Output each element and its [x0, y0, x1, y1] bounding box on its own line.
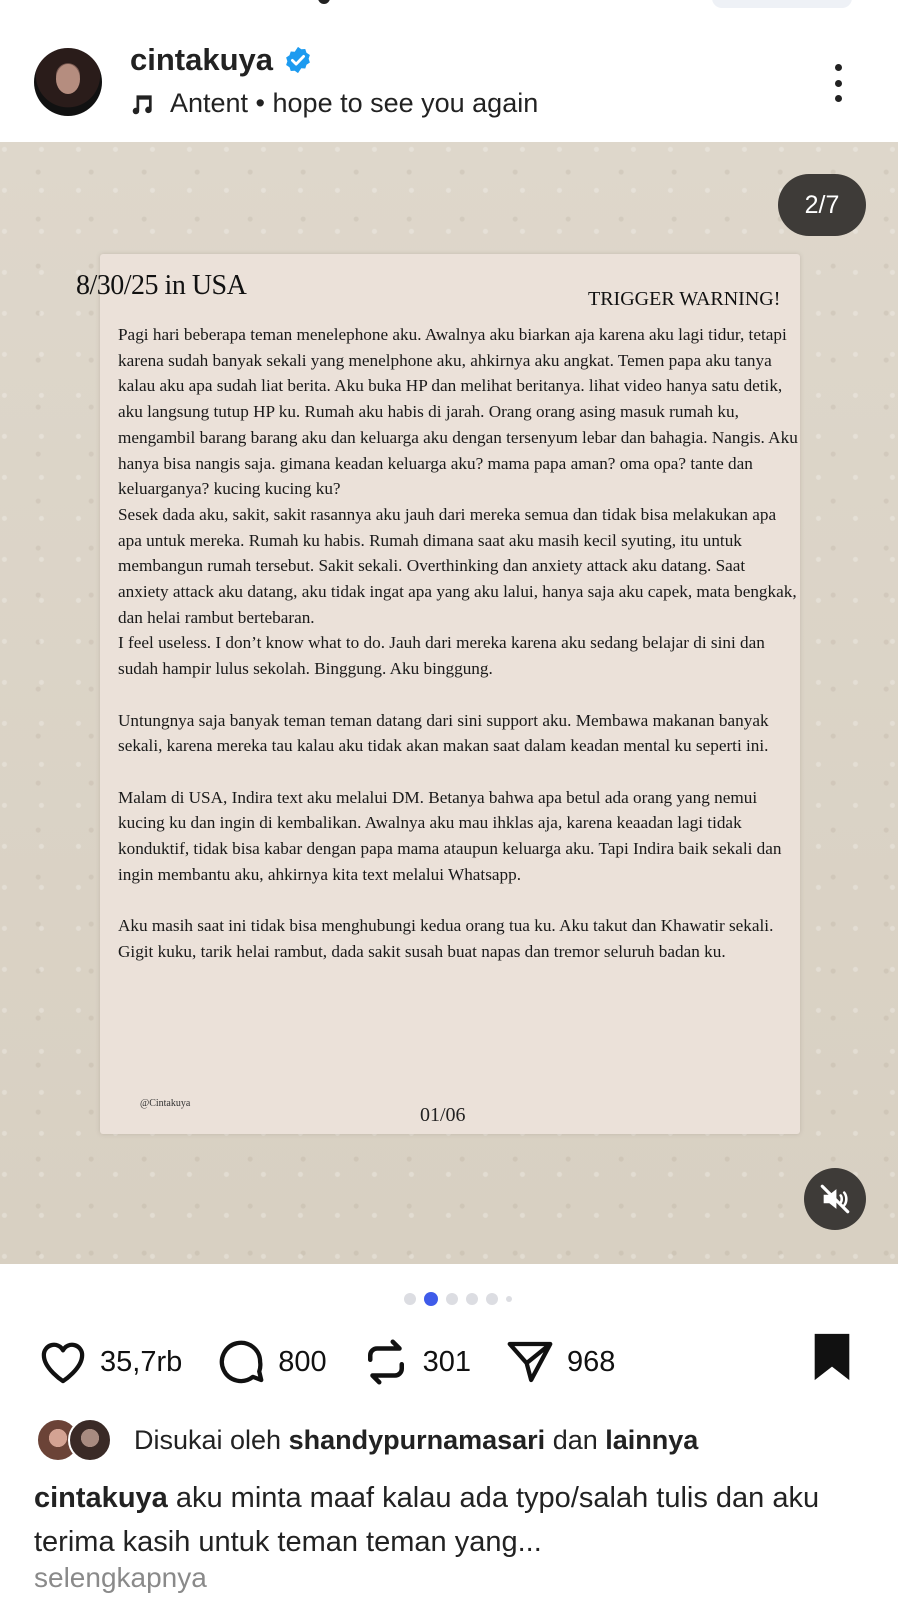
post-caption [34, 1476, 874, 1564]
speaker-muted-icon [818, 1182, 852, 1216]
note-paragraph: Pagi hari beberapa teman menelephone aku. Awalnya aku biarkan aja karena aku lagi tidur, tetapi karena sudah banyak sekali yang menelphone aku, ahkirnya aku angkat. Temen papa aku tanya kalau aku apa sudah liat berita. Aku buka HP dan melihat beritanya. lihat video hanya satu detik, aku langsung tutup HP ku. Rumah aku habis di jarah. Orang orang asing masuk rumah ku, mengambil barang barang aku dan keluarga aku dengan tersenyum lebar dan bahagia. Nangis. Aku hanya bisa nangis saja. gimana keadan keluarga aku? mama papa aman? oma opa? tante dan keluarganya? kucing kucing ku? [118, 325, 798, 499]
heart-icon [36, 1335, 90, 1389]
share-button[interactable] [503, 1335, 615, 1389]
caption-username[interactable]: cintakuya [34, 1482, 168, 1514]
carousel-indicator [404, 1292, 512, 1306]
note-paragraph: Malam di USA, Indira text aku melalui DM. Betanya bahwa apa betul ada orang yang nemui kucing ku dan ingin di kembalikan. Awalnya aku mau ihklas aja, karena keaadan lagi tidak konduktif, tidak bisa kabar dengan papa mama ataupun keluarga aku. Tapi Indira baik sekali dan ingin membantu aku, ahkirnya kita text melalui Whatsapp. [118, 787, 782, 884]
liker-avatar [68, 1418, 112, 1462]
liked-by-row[interactable] [36, 1418, 698, 1462]
like-count: 35,7rb [100, 1345, 183, 1378]
music-label[interactable]: Antent • hope to see you again [170, 88, 539, 118]
more-options-icon[interactable] [832, 64, 844, 102]
music-row[interactable] [130, 88, 538, 119]
comment-icon [214, 1335, 268, 1389]
repost-button[interactable] [359, 1335, 471, 1389]
status-strip [0, 0, 898, 12]
bookmark-icon[interactable] [810, 1332, 854, 1382]
like-button[interactable] [36, 1335, 182, 1389]
carousel-dot [506, 1296, 512, 1302]
post-username[interactable] [130, 42, 313, 78]
comment-count: 800 [278, 1345, 327, 1378]
comment-button[interactable] [214, 1335, 326, 1389]
mute-button[interactable] [804, 1168, 866, 1230]
see-more-link[interactable]: selengkapnya [34, 1562, 207, 1593]
watermark-handle: @Cintakuya [140, 1098, 191, 1109]
liked-by-text: Disukai oleh shandypurnamasari dan lainnya [134, 1424, 699, 1455]
carousel-dot [404, 1293, 416, 1305]
repost-count: 301 [422, 1345, 472, 1378]
liker-username[interactable]: shandypurnamasari [288, 1424, 546, 1455]
action-bar [36, 1332, 647, 1392]
caption-text: aku minta maaf kalau ada typo/salah tulis dan aku terima kasih untuk teman teman yang... [34, 1482, 820, 1558]
avatar[interactable] [34, 48, 102, 116]
repost-icon [359, 1335, 413, 1389]
note-date-title: 8/30/25 in USA [76, 270, 247, 301]
carousel-dot [466, 1293, 478, 1305]
carousel-dot [486, 1293, 498, 1305]
send-icon [503, 1335, 557, 1389]
verified-badge-icon [283, 45, 313, 75]
note-paragraph: Aku masih saat ini tidak bisa menghubungi kedua orang tua ku. Aku takut dan Khawatir sekali. Gigit kuku, tarik helai rambut, dada sakit susah buat napas dan tremor seluruh badan ku. [118, 916, 774, 961]
note-paragraph: I feel useless. I don’t know what to do. Jauh dari mereka karena aku sedang belajar di sini dan sudah hampir lulus sekolah. Binggung. Aku binggung. [118, 633, 765, 679]
status-indicator [318, 0, 330, 4]
note-body [118, 322, 798, 965]
note-paragraph: Sesek dada aku, sakit, sakit rasannya aku jauh dari mereka semua dan tidak bisa melakukan apa apa untuk mereka. Rumah ku habis. Rumah dimana saat aku masih kecil syuting, itu untuk membangun rumah tersebut. Sakit sekali. Overthinking dan anxiety attack aku datang. Saat anxiety attack aku datang, aku tidak ingat apa yang aku lalui, hanya saja aku capek, mata bengkak, dan helai rambut bertebaran. [118, 504, 797, 627]
carousel-dot [446, 1293, 458, 1305]
likers-others[interactable]: lainnya [605, 1424, 699, 1455]
music-note-icon [130, 91, 156, 117]
note-page-number: 01/06 [420, 1104, 466, 1126]
slide-counter: 2/7 [778, 174, 866, 236]
share-count: 968 [567, 1345, 616, 1378]
status-pill [712, 0, 852, 8]
username-label[interactable]: cintakuya [130, 42, 274, 77]
carousel-dot-active [424, 1292, 438, 1306]
trigger-warning: TRIGGER WARNING! [588, 288, 781, 310]
note-paragraph: Untungnya saja banyak teman teman datang dari sini support aku. Membawa makanan banyak sekali, karena mereka tau kalau aku tidak akan makan saat dalam keadan mental ku seperti ini. [118, 710, 769, 756]
